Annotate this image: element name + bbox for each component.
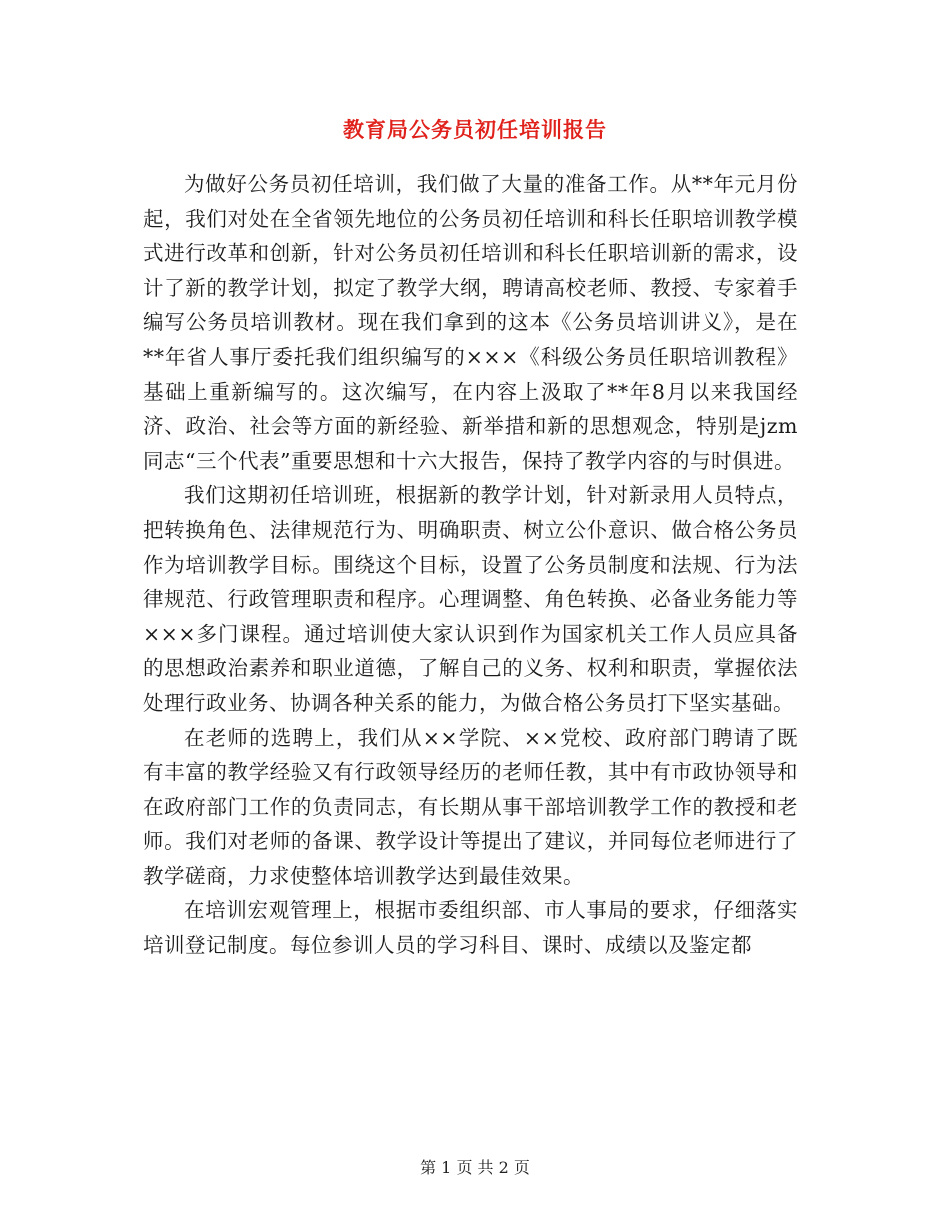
paragraph-4: 在培训宏观管理上，根据市委组织部、市人事局的要求，仔细落实培训登记制度。每位参训人员的学习科目、课时、成绩以及鉴定都 — [143, 898, 798, 958]
paragraph-1: 为做好公务员初任培训，我们做了大量的准备工作。从**年元月份起，我们对处在全省领先地位的公务员初任培训和科长任职培训教学模式进行改革和创新，针对公务员初任培训和科长任职培训新的需求，设计了新的教学计划，拟定了教学大纲，聘请高校老师、教授、专家着手编写公务员培训教材。现在我们拿到的这本《公务员培训讲义》，是在**年省人事厅委托我们组织编写的×××《科级公务员任职培训教程》基础上重新编写的。这次编写，在内容上汲取了**年8月以来我国经济、政治、社会等方面的新经验、新举措和新的思想观念，特别是jzm同志“三个代表”重要思想和十六大报告，保持了教学内容的与时俱进。 — [143, 172, 798, 473]
paragraph-3: 在老师的选聘上，我们从××学院、××党校、政府部门聘请了既有丰富的教学经验又有行政领导经历的老师任教，其中有市政协领导和在政府部门工作的负责同志，有长期从事干部培训教学工作的教授和老师。我们对老师的备课、教学设计等提出了建议，并同每位老师进行了教学磋商，力求使整体培训教学达到最佳效果。 — [143, 725, 798, 888]
paragraph-2: 我们这期初任培训班，根据新的教学计划，针对新录用人员特点，把转换角色、法律规范行为、明确职责、树立公仆意识、做合格公务员作为培训教学目标。围绕这个目标，设置了公务员制度和法规、行为法律规范、行政管理职责和程序。心理调整、角色转换、必备业务能力等×××多门课程。通过培训使大家认识到作为国家机关工作人员应具备的思想政治素养和职业道德，了解自己的义务、权利和职责，掌握依法处理行政业务、协调各种关系的能力，为做合格公务员打下坚实基础。 — [143, 483, 798, 715]
page-number-footer: 第 1 页 共 2 页 — [420, 1158, 530, 1177]
document-title: 教育局公务员初任培训报告 — [343, 117, 607, 142]
document-body — [143, 167, 798, 963]
